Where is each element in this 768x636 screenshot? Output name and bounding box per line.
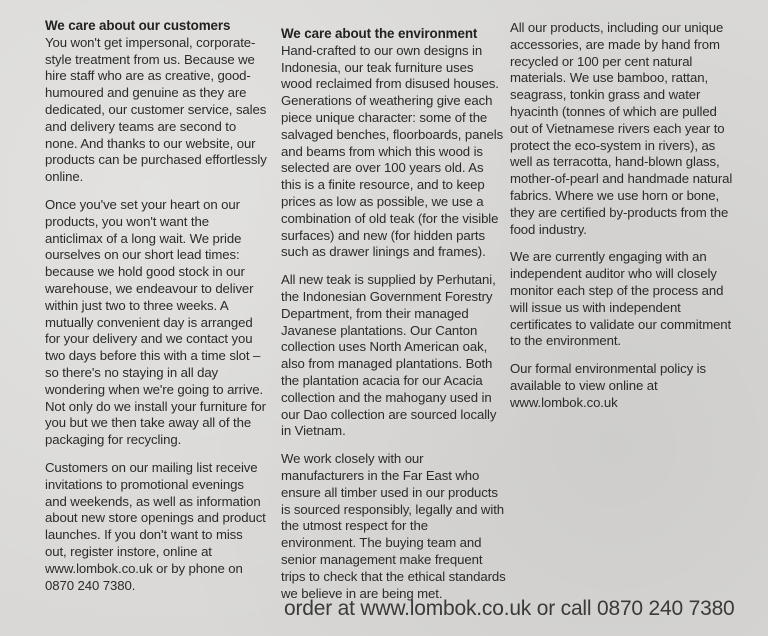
paragraph: All new teak is supplied by Perhutani, the Indonesian Government Forestry Department, from their managed Javanese plantations. Our Canton collection uses North American oak, also from managed plantations. Both the plantation acacia for our Acacia collection and the mahogany used in our Dao collection are sourced locally in Vietnam. bbox=[281, 272, 497, 439]
column-materials bbox=[510, 20, 738, 423]
paragraph: Customers on our mailing list receive invitations to promotional evenings and weekends, as well as information about new store openings and product launches. If you don't want to miss out, register instore, online at www.lombok.co.uk or by phone on 0870 240 7380. bbox=[45, 459, 266, 593]
paragraph: We are currently engaging with an independent auditor who will closely monitor each step of the process and will issue us with independent certificates to validate our commitment to the environment. bbox=[510, 249, 732, 349]
column-customers bbox=[45, 18, 267, 605]
paragraph: Once you've set your heart on our products, you won't want the anticlimax of a long wait. We pride ourselves on our short lead times: because we hold good stock in our warehouse, we endeavour to deliver within just two to three weeks. A mutually convenient day is arranged for your delivery and we contact you two days before this with a time slot – so there's no staying in all day wondering when we're going to arrive. Not only do we install your furniture for you but we then take away all of the packaging for recycling. bbox=[45, 196, 266, 448]
order-footer: order at www.lombok.co.uk or call 0870 240 7380 bbox=[284, 597, 735, 620]
paragraph: You won't get impersonal, corporate-style treatment from us. Because we hire staff who are as creative, good-humoured and genuine as they are dedicated, our customer service, sales and delivery teams are second to none. And thanks to our website, our products can be purchased effortlessly online. bbox=[45, 34, 267, 185]
paragraph: We work closely with our manufacturers in the Far East who ensure all timber used in our products is sourced responsibly, legally and with the utmost respect for the environment. The buying team and senior management make frequent trips to check that the ethical standards we believe in are being met. bbox=[281, 451, 506, 601]
paragraph: Hand-crafted to our own designs in Indonesia, our teak furniture uses wood reclaimed from disused houses. Generations of weathering give each piece unique character: some of the salvaged benches, floorboards, panels and beams from which this wood is selected are over 100 years old. As this is a finite resource, and to keep prices as low as possible, we use a combination of old teak (for the visible surfaces) and new (for hidden parts such as drawer linings and frames). bbox=[281, 42, 504, 260]
paragraph: Our formal environmental policy is available to view online at www.lombok.co.uk bbox=[510, 361, 706, 410]
paragraph: All our products, including our unique accessories, are made by hand from recycled or 100 per cent natural materials. We use bamboo, rattan, seagrass, tonkin grass and water hyacinth (tonnes of which are pulled out of Vietnamese rivers each year to protect the eco-system in rivers), as well as terracotta, hand-blown glass, mother-of-pearl and handmade natural fabrics. Where we use horn or bone, they are certified by-products from the food industry. bbox=[510, 20, 733, 237]
heading-customers: We care about our customers bbox=[45, 18, 231, 33]
heading-environment: We care about the environment bbox=[281, 26, 478, 41]
column-environment bbox=[281, 26, 506, 613]
